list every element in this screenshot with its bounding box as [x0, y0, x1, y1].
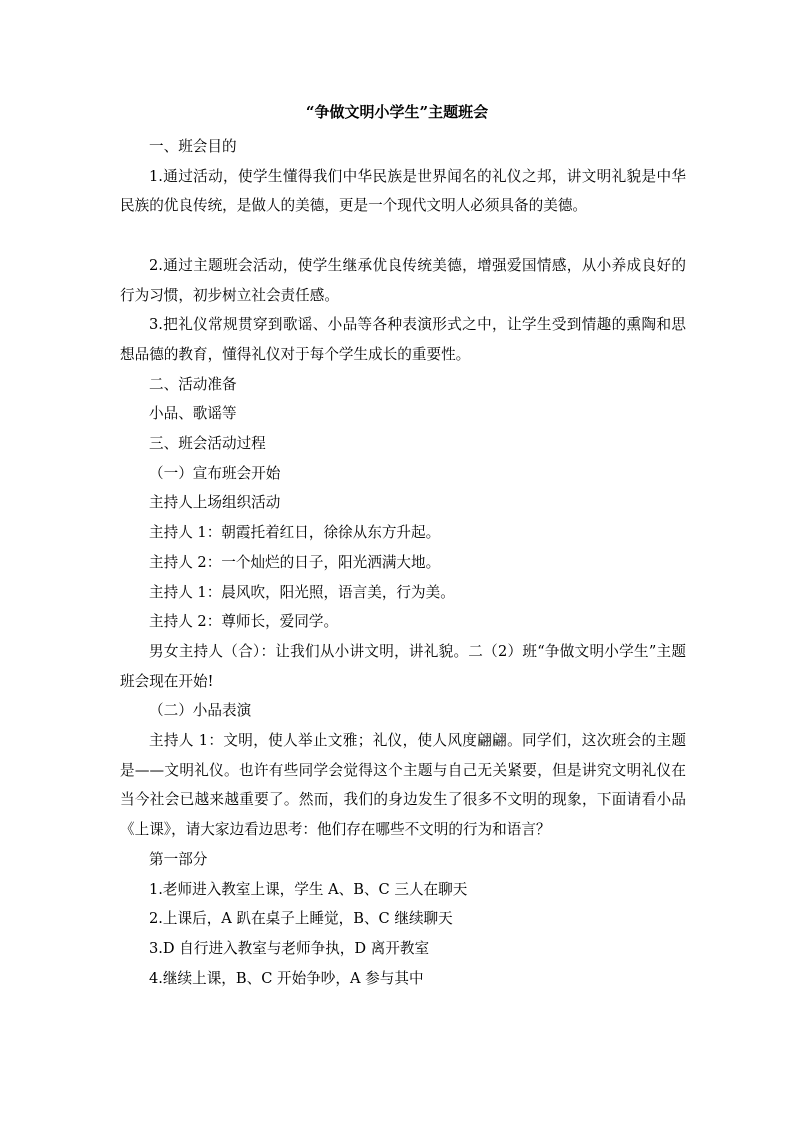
host-line: 主持人 1：朝霞托着红日，徐徐从东方升起。	[149, 524, 441, 542]
skit-step: 3.D 自行进入教室与老师争执，D 离开教室	[149, 939, 430, 957]
host-line: 主持人 2：尊师长，爱同学。	[149, 613, 339, 631]
purpose-item-1: 1.通过活动，使学生懂得我们中华民族是世界闻名的礼仪之邦，讲文明礼貌是中华民族的优良传统，是做人的美德，更是一个现代文明人必须具备的美德。	[120, 167, 686, 215]
section-heading-purpose: 一、班会目的	[149, 138, 237, 155]
host-line: 主持人 1：晨风吹，阳光照，语言美，行为美。	[149, 583, 455, 601]
skit-step: 1.老师进入教室上课，学生 A、B、C 三人在聊天	[149, 880, 468, 898]
section-heading-process: 三、班会活动过程	[149, 435, 266, 453]
purpose-item-2: 2.通过主题班会活动，使学生继承优良传统美德，增强爱国情感，从小养成良好的行为习惯，初步树立社会责任感。	[120, 256, 686, 304]
purpose-item-3: 3.把礼仪常规贯穿到歌谣、小品等各种表演形式之中，让学生受到情趣的熏陶和思想品德的教育，懂得礼仪对于每个学生成长的重要性。	[120, 316, 686, 363]
part-heading: 第一部分	[149, 850, 208, 868]
section-heading-preparation: 二、活动准备	[149, 375, 237, 393]
host-skit-intro: 主持人 1：文明，使人举止文雅；礼仪，使人风度翩翩。同学们，这次班会的主题是——文明礼仪。也许有些同学会觉得这个主题与自己无关紧要，但是讲究文明礼仪在当今社会已越来越重要了。然而，我们的身边发生了很多不文明的现象，下面请看小品《上课》，请大家边看边思考：他们存在哪些不文明的行为和语言？	[120, 732, 686, 839]
skit-step: 4.继续上课，B、C 开始争吵，A 参与其中	[149, 969, 424, 987]
subsection-heading-skit: （二）小品表演	[149, 702, 252, 720]
document-title: “争做文明小学生”主题班会	[305, 103, 489, 121]
document-body	[120, 132, 686, 993]
skit-step: 2.上课后，A 趴在桌子上睡觉，B、C 继续聊天	[149, 910, 453, 928]
paragraph-host-intro: 主持人上场组织活动	[149, 494, 281, 512]
subsection-heading-start: （一）宣布班会开始	[149, 464, 281, 482]
host-line: 主持人 2：一个灿烂的日子，阳光洒满大地。	[149, 553, 441, 571]
preparation-text: 小品、歌谣等	[149, 405, 237, 423]
blank-line	[120, 221, 686, 251]
hosts-together-line: 男女主持人（合）：让我们从小讲文明，讲礼貌。二（2）班“争做文明小学生”主题班会现在开始!	[120, 642, 686, 690]
